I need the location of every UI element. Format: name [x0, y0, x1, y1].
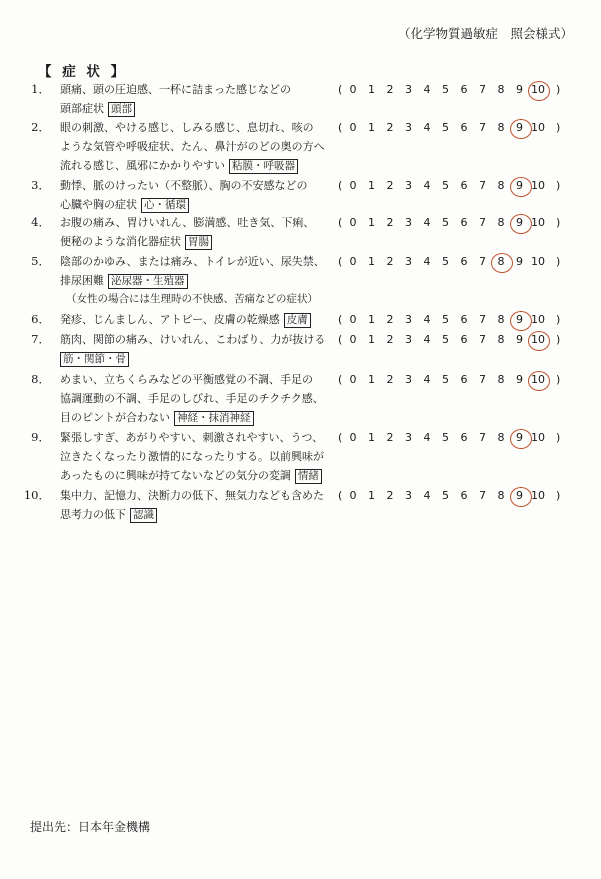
scale-open-paren: ( [338, 121, 343, 134]
scale-value[interactable]: 8 [497, 83, 505, 96]
scale-close-paren: ) [556, 333, 561, 346]
scale-value[interactable]: 5 [442, 121, 449, 134]
scale-value[interactable]: 1 [368, 333, 375, 346]
description-line [60, 310, 328, 329]
scale-value[interactable]: 2 [386, 313, 394, 326]
symptom-description [60, 330, 328, 368]
scale-value[interactable]: 8 [497, 121, 505, 134]
description-line [60, 505, 328, 524]
scale-value[interactable]: 5 [442, 431, 449, 444]
category-box: 神経・抹消神経 [174, 411, 254, 426]
description-line [60, 195, 328, 214]
scale-close-paren: ) [556, 489, 561, 502]
scale-value[interactable]: 10 [531, 255, 545, 268]
item-number: 6． [31, 312, 50, 326]
scale-open-paren: ( [338, 373, 343, 386]
item-number: 3． [31, 178, 50, 192]
description-text: 思考力の低下 [60, 508, 126, 521]
description-line [60, 389, 328, 408]
scale-value[interactable]: 9 [516, 373, 523, 386]
item-number: 9． [31, 430, 50, 444]
scale-value[interactable]: 3 [405, 216, 412, 229]
description-text: 目のピントが合わない [60, 411, 170, 424]
scale-value[interactable]: 2 [386, 83, 394, 96]
scale-value[interactable]: 6 [460, 373, 468, 386]
description-line [60, 428, 328, 447]
scale-value[interactable]: 6 [460, 431, 468, 444]
description-line [60, 156, 328, 175]
scale-value-selected[interactable]: 9 [511, 118, 529, 137]
scale-value[interactable]: 6 [460, 216, 468, 229]
symptom-description [60, 370, 328, 427]
description-line [60, 447, 328, 466]
symptom-description [60, 118, 328, 175]
scale-value[interactable]: 6 [460, 255, 468, 268]
scale-open-paren: ( [338, 313, 343, 326]
rating-scale [338, 370, 568, 389]
scale-value-selected[interactable]: 9 [511, 486, 529, 505]
scale-value[interactable]: 5 [442, 333, 449, 346]
scale-value[interactable]: 4 [423, 255, 431, 268]
scale-value-selected[interactable]: 9 [511, 310, 529, 329]
description-text: 筋肉、関節の痛み、けいれん、こわばり、力が抜ける [60, 333, 326, 346]
scale-value[interactable]: 0 [349, 431, 357, 444]
scale-close-paren: ) [556, 216, 561, 229]
rating-scale [338, 310, 568, 329]
scale-value[interactable]: 7 [479, 313, 486, 326]
scale-value[interactable]: 7 [479, 121, 486, 134]
item-number: 4． [31, 215, 50, 229]
scale-value[interactable]: 8 [497, 313, 505, 326]
symptom-description [60, 176, 328, 214]
item-number: 10． [23, 488, 50, 502]
scale-value[interactable]: 3 [405, 373, 412, 386]
symptom-description [60, 310, 328, 329]
scale-value[interactable]: 3 [405, 333, 412, 346]
scale-value[interactable]: 3 [405, 431, 412, 444]
scale-close-paren: ) [556, 373, 561, 386]
scale-value[interactable]: 7 [479, 431, 486, 444]
category-box: 認識 [130, 508, 157, 523]
rating-scale [338, 176, 568, 195]
scale-value[interactable]: 8 [497, 179, 505, 192]
scale-value[interactable]: 6 [460, 179, 468, 192]
scale-value-selected[interactable]: 9 [511, 428, 529, 447]
rating-scale [338, 252, 568, 271]
rating-scale [338, 428, 568, 447]
scale-value[interactable]: 3 [405, 489, 412, 502]
item-number: 2． [31, 120, 50, 134]
description-line [60, 370, 328, 389]
scale-value[interactable]: 10 [531, 489, 545, 502]
category-box: 頭部 [108, 102, 135, 117]
description-text: 心臓や胸の症状 [60, 198, 137, 211]
rating-scale [338, 80, 568, 99]
description-line [60, 213, 328, 232]
description-text: 協調運動の不調、手足のしびれ、手足のチクチク感、 [60, 392, 324, 405]
description-line [60, 271, 328, 290]
scale-value[interactable]: 1 [368, 373, 375, 386]
scale-open-paren: ( [338, 431, 343, 444]
scale-value-selected[interactable]: 10 [529, 330, 547, 349]
description-text: ような気管や呼吸症状、たん、鼻汁がのどの奥の方へ [60, 140, 325, 153]
description-text: 陰部のかゆみ、または痛み、トイレが近い、尿失禁、 [60, 255, 325, 268]
scale-value[interactable]: 7 [479, 489, 486, 502]
category-box: 粘膜・呼吸器 [229, 159, 298, 174]
scale-value[interactable]: 1 [368, 83, 375, 96]
scale-value[interactable]: 6 [460, 121, 468, 134]
scale-value-selected[interactable]: 9 [511, 176, 529, 195]
scale-value[interactable]: 8 [497, 216, 505, 229]
scale-value[interactable]: 10 [531, 179, 545, 192]
scale-value[interactable]: 9 [516, 255, 523, 268]
description-text: 頭部症状 [60, 102, 104, 115]
symptom-description [60, 486, 328, 524]
scale-value[interactable]: 2 [386, 333, 394, 346]
scale-value[interactable]: 5 [442, 216, 449, 229]
submit-destination: 提出先：日本年金機構 [30, 820, 151, 834]
scale-value[interactable]: 1 [368, 255, 375, 268]
description-line [60, 118, 328, 137]
description-line [60, 486, 328, 505]
scale-value[interactable]: 0 [349, 373, 357, 386]
form-reference: （化学物質過敏症 照会様式） [397, 26, 573, 41]
description-line [60, 176, 328, 195]
description-text: 便秘のような消化器症状 [60, 235, 181, 248]
description-text: 排尿困難 [60, 274, 104, 287]
scale-value[interactable]: 1 [368, 431, 375, 444]
description-line [60, 408, 328, 427]
item-number: 8． [31, 372, 50, 386]
description-line [60, 80, 328, 99]
scale-value[interactable]: 2 [386, 255, 394, 268]
scale-value[interactable]: 7 [479, 333, 486, 346]
scale-open-paren: ( [338, 83, 343, 96]
scale-close-paren: ) [556, 83, 561, 96]
category-box: 筋・関節・骨 [60, 352, 129, 367]
scale-value[interactable]: 0 [349, 489, 357, 502]
scale-open-paren: ( [338, 489, 343, 502]
scale-value[interactable]: 6 [460, 313, 468, 326]
scale-value[interactable]: 8 [497, 333, 505, 346]
scale-value[interactable]: 1 [368, 121, 375, 134]
scale-close-paren: ) [556, 255, 561, 268]
scale-value[interactable]: 5 [442, 373, 449, 386]
scale-value[interactable]: 5 [442, 255, 449, 268]
scale-value[interactable]: 7 [479, 216, 486, 229]
scale-value[interactable]: 1 [368, 489, 375, 502]
scale-value[interactable]: 8 [497, 431, 505, 444]
scale-open-paren: ( [338, 255, 343, 268]
scale-value[interactable]: 4 [423, 216, 431, 229]
item-number: 1． [31, 82, 50, 96]
description-line [60, 330, 328, 349]
scale-value[interactable]: 10 [531, 431, 545, 444]
symptom-description [60, 428, 328, 485]
rating-scale [338, 213, 568, 232]
description-text: 動悸、脈のけったい（不整脈）、胸の不安感などの [60, 179, 308, 192]
scale-value[interactable]: 5 [442, 489, 449, 502]
scale-value[interactable]: 1 [368, 313, 375, 326]
scale-value[interactable]: 0 [349, 255, 357, 268]
scale-value-selected[interactable]: 9 [511, 213, 529, 232]
rating-scale [338, 330, 568, 349]
scale-value[interactable]: 7 [479, 255, 486, 268]
scale-value[interactable]: 4 [423, 179, 431, 192]
scale-open-paren: ( [338, 333, 343, 346]
description-text: 眼の刺激、やける感じ、しみる感じ、息切れ、咳の [60, 121, 314, 134]
description-text: 集中力、記憶力、決断力の低下、無気力なども含めた [60, 489, 324, 502]
scale-value[interactable]: 0 [349, 313, 357, 326]
category-box: 泌尿器・生殖器 [108, 274, 188, 289]
description-text: 泣きたくなったり激情的になったりする。以前興味が [60, 450, 324, 463]
scale-value[interactable]: 1 [368, 179, 375, 192]
scale-value[interactable]: 4 [423, 373, 431, 386]
scale-value-selected[interactable]: 8 [492, 252, 510, 271]
scale-value[interactable]: 7 [479, 179, 486, 192]
scale-value[interactable]: 3 [405, 255, 412, 268]
scale-value[interactable]: 2 [386, 121, 394, 134]
scale-value[interactable]: 10 [531, 313, 545, 326]
scale-value[interactable]: 4 [423, 489, 431, 502]
scale-value[interactable]: 4 [423, 121, 431, 134]
scale-close-paren: ) [556, 121, 561, 134]
scale-value[interactable]: 4 [423, 431, 431, 444]
scale-value[interactable]: 2 [386, 179, 394, 192]
description-line [60, 466, 328, 485]
scale-value[interactable]: 4 [423, 313, 431, 326]
scale-value[interactable]: 2 [386, 216, 394, 229]
scale-value[interactable]: 7 [479, 373, 486, 386]
scale-value[interactable]: 10 [531, 216, 545, 229]
scale-value[interactable]: 10 [531, 121, 545, 134]
scale-value[interactable]: 5 [442, 313, 449, 326]
scale-value[interactable]: 7 [479, 83, 486, 96]
description-text: あったものに興味が持てないなどの気分の変調 [60, 469, 291, 482]
scale-value[interactable]: 3 [405, 179, 412, 192]
scale-value[interactable]: 8 [497, 489, 505, 502]
symptom-description [60, 252, 328, 309]
scale-open-paren: ( [338, 216, 343, 229]
scale-open-paren: ( [338, 179, 343, 192]
scale-value-selected[interactable]: 10 [529, 80, 547, 99]
description-text: 頭痛、頭の圧迫感、一杯に詰まった感じなどの [60, 83, 291, 96]
description-line [60, 137, 328, 156]
scale-value[interactable]: 1 [368, 216, 375, 229]
scale-value[interactable]: 3 [405, 121, 412, 134]
symptom-description [60, 213, 328, 251]
description-text: めまい、立ちくらみなどの平衡感覚の不調、手足の [60, 373, 313, 386]
category-box: 皮膚 [284, 313, 311, 328]
description-line [60, 252, 328, 271]
scale-value[interactable]: 6 [460, 83, 468, 96]
scale-value[interactable]: 3 [405, 313, 412, 326]
item-number: 7． [31, 332, 50, 346]
scale-value[interactable]: 9 [516, 333, 523, 346]
category-box: 胃腸 [185, 235, 212, 250]
scale-value[interactable]: 2 [386, 489, 394, 502]
category-box: 心・循環 [141, 198, 189, 213]
scale-value-selected[interactable]: 10 [529, 370, 547, 389]
scale-value[interactable]: 2 [386, 431, 394, 444]
description-line [60, 99, 328, 118]
scale-value[interactable]: 0 [349, 121, 357, 134]
scale-value[interactable]: 0 [349, 179, 357, 192]
description-text: 発疹、じんましん、アトピー、皮膚の乾燥感 [60, 313, 280, 326]
scale-value[interactable]: 5 [442, 179, 449, 192]
scale-value[interactable]: 4 [423, 333, 431, 346]
description-text: 緊張しすぎ、あがりやすい、刺激されやすい、うつ、 [60, 431, 324, 444]
scale-value[interactable]: 3 [405, 83, 412, 96]
scale-close-paren: ) [556, 179, 561, 192]
scale-value[interactable]: 6 [460, 333, 468, 346]
item-note: （女性の場合には生理時の不快感、苦痛などの症状） [66, 293, 318, 305]
description-text: 流れる感じ、風邪にかかりやすい [60, 159, 225, 172]
description-text: お腹の痛み、胃けいれん、膨満感、吐き気、下痢、 [60, 216, 315, 229]
scale-value[interactable]: 8 [497, 373, 505, 386]
scale-value[interactable]: 0 [349, 216, 357, 229]
section-title: 【 症 状 】 [38, 64, 128, 80]
category-box: 情緒 [295, 469, 322, 484]
scale-close-paren: ) [556, 431, 561, 444]
scale-value[interactable]: 2 [386, 373, 394, 386]
scale-value[interactable]: 9 [516, 83, 523, 96]
scale-value[interactable]: 6 [460, 489, 468, 502]
scale-value[interactable]: 4 [423, 83, 431, 96]
scale-value[interactable]: 5 [442, 83, 449, 96]
description-line [60, 232, 328, 251]
symptom-description [60, 80, 328, 118]
scale-value[interactable]: 0 [349, 333, 357, 346]
rating-scale [338, 486, 568, 505]
description-line [60, 349, 328, 368]
item-number: 5． [31, 254, 50, 268]
scale-close-paren: ) [556, 313, 561, 326]
rating-scale [338, 118, 568, 137]
scale-value[interactable]: 0 [349, 83, 357, 96]
